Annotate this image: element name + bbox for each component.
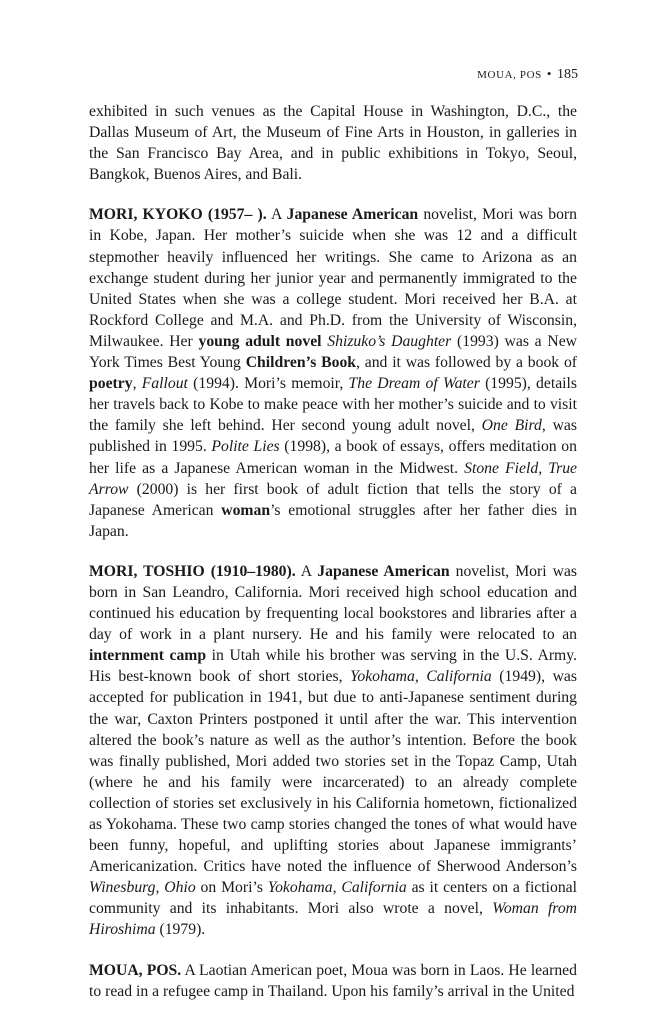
text-run: (1998), a book of essays, offers meditation on her life as a Japanese American woman in the Midwest. xyxy=(89,438,577,477)
entry-mori-toshio xyxy=(89,561,577,941)
text-run: (1995), details her travels back to Kobe to make peace with her mother’s suicide and to visit the family she left behind. Her second young adult novel, xyxy=(89,375,578,435)
italic-title: Polite Lies xyxy=(211,438,280,456)
text-run: ’s emotional struggles after her father dies in Japan. xyxy=(89,501,578,540)
italic-title: Yokohama, California xyxy=(267,879,407,897)
italic-title: Stone Field, True Arrow xyxy=(89,459,578,498)
paragraph-continuation xyxy=(89,101,577,185)
italic-title: Shizuko’s Daughter xyxy=(327,332,452,350)
bold-term: poetry xyxy=(89,375,133,393)
page-number: 185 xyxy=(557,67,578,82)
bold-term: MORI, TOSHIO (1910–1980). xyxy=(89,562,296,580)
bold-term: woman xyxy=(221,501,271,519)
text-run: (1949), was accepted for publication in 1941, but due to anti-Japanese sentiment during the war, Caxton Printers postponed it until after the war. This intervention altered the book’s nature as well as the author’s intention. Before the book was finally published, Mori added two stories set in the Topaz Camp, Utah (where he and his family were incarcerated) to an already complete collection of stories set exclusively in his California hometown, fictionalized as Yokohama. These two camp stories changed the tones of what would have been funny, hopeful, and uplifting stories about Japanese immigrants’ Americanization. Critics have noted the influence of Sherwood Anderson’s xyxy=(89,668,577,876)
page-body xyxy=(89,101,577,1021)
text-run: , and it was followed by a book of xyxy=(356,354,578,372)
text-run: A xyxy=(295,562,318,580)
text-run: in Utah while his brother was serving in the U.S. Army. His best-known book of short stories, xyxy=(89,647,577,686)
italic-title: Yokohama, California xyxy=(350,668,492,686)
text-run: novelist, Mori was born in Kobe, Japan. Her mother’s suicide when she was 12 and a difficult stepmother heavily influenced her writings. She came to Arizona as an exchange student during her junior year and permanently immigrated to the United States when she was a college student. Mori received her B.A. at Rockford College and M.A. and Ph.D. from the University of Wisconsin, Milwaukee. Her xyxy=(89,206,578,350)
text-run: as it centers on a fictional community and its inhabitants. Mori also wrote a novel, xyxy=(89,879,577,918)
running-head xyxy=(477,66,578,83)
italic-title: One Bird xyxy=(481,417,542,435)
bold-term: Japanese American xyxy=(286,206,419,224)
running-head-bullet: • xyxy=(546,66,552,81)
text-run: A Laotian American poet, Moua was born in Laos. He learned to read in a refugee camp in Thailand. Upon his family’s arrival in the United xyxy=(89,961,577,1000)
running-head-title: MOUA, POS xyxy=(477,69,542,81)
text-run: (1993) was a New York Times Best Young xyxy=(89,332,578,372)
italic-title: The Dream of Water xyxy=(348,375,480,393)
text-run: on Mori’s xyxy=(195,879,268,897)
bold-term: young adult novel xyxy=(198,332,322,350)
text-run: exhibited in such venues as the Capital House in Washington, D.C., the Dallas Museum of Art, the Museum of Fine Arts in Houston, in galleries in the San Francisco Bay Area, and in public exhibitions in Tokyo, Seoul, Bangkok, Buenos Aires, and Bali. xyxy=(89,103,577,184)
bold-term: internment camp xyxy=(89,647,207,665)
text-run: (1979). xyxy=(155,921,206,939)
italic-title: Winesburg, Ohio xyxy=(89,879,196,897)
text-run: (2000) is her first book of adult fiction that tells the story of a Japanese American xyxy=(89,480,577,519)
bold-term: Japanese American xyxy=(317,562,450,580)
bold-term: Children’s Book xyxy=(245,354,357,372)
bold-term: MOUA, POS. xyxy=(89,961,182,979)
italic-title: Fallout xyxy=(141,375,188,393)
text-run: , was published in 1995. xyxy=(89,417,577,456)
entry-moua-pos xyxy=(89,960,577,1002)
text-run: novelist, Mori was born in San Leandro, California. Mori received high school education and continued his education by frequenting local bookstores and libraries after a day of work in a plant nursery. He and his family were relocated to an xyxy=(89,562,577,644)
text-run: , xyxy=(132,375,142,393)
italic-title: Woman from Hiroshima xyxy=(89,900,577,939)
text-run: A xyxy=(266,206,287,224)
entry-mori-kyoko xyxy=(89,204,577,542)
bold-term: MORI, KYOKO (1957– ). xyxy=(89,206,267,224)
text-run: (1994). Mori’s memoir, xyxy=(187,375,349,393)
